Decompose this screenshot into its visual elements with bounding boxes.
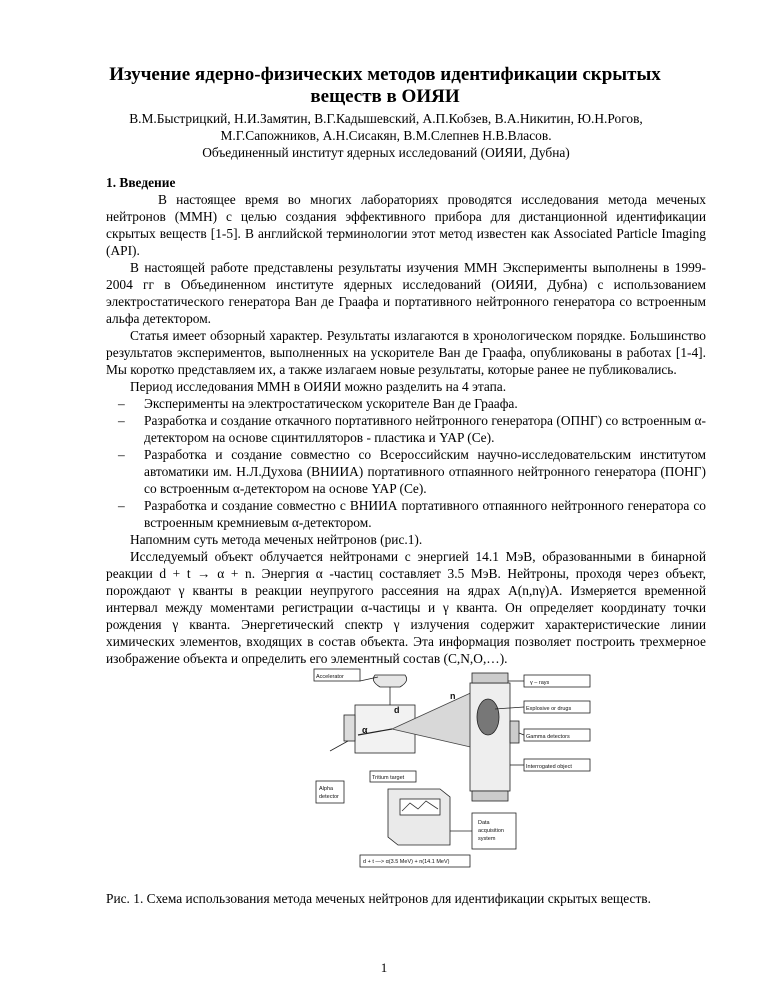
gamma-detector-top — [472, 673, 508, 683]
label-daq-1: Data — [478, 820, 490, 826]
label-reaction: d + t —> α(3.5 MeV) + n(14.1 MeV) — [363, 859, 450, 865]
paragraph-4: Период исследования ММН в ОИЯИ можно разделить на 4 этапа. — [130, 379, 507, 394]
label-alpha: α — [362, 725, 368, 735]
paragraph-6: Исследуемый объект облучается нейтронами с энергией 14.1 МэВ, образованными в бинарной реакции d + t → α + n. Энергия α -частиц составляет 3.5 МэВ. Нейтроны, проходя через объект, порождают γ кванты в реакции неупругого рассеяния на ядрах A(n,nγ)A. Измеряется временной интервал между моментами регистрации α-частицы и γ кванта. Он определяет координату точки рождения γ кванта. Энергетический спектр γ излучения содержит характеристические линии химических элементов, входящих в состав объекта. Эта информация позволяет построить трехмерное изображение объекта и определить его элементный состав (C,N,O,…). — [106, 549, 706, 666]
label-daq-3: system — [478, 836, 496, 842]
label-gamma-rays: γ – rays — [530, 680, 550, 686]
list-item: – Разработка и создание откачного портативного нейтронного генератора (ОПНГ) со встроенным α-детектором на основе сцинтилляторов - пластика и YAP (Ce). — [118, 413, 706, 445]
gamma-detector-bottom — [472, 791, 508, 801]
paper-title: Изучение ядерно-физических методов идентификации скрытых веществ в ОИЯИ — [109, 64, 661, 107]
paragraph-1: В настоящее время во многих лабораториях проводятся исследования метода меченых нейтронов (ММН) с целью создания эффективного прибора для дистанционной идентификации скрытых веществ [1-5]. В английской терминологии этот метод известен как Associated Particle Imaging (API). — [106, 192, 706, 258]
label-accelerator: Accelerator — [316, 674, 344, 680]
label-gamma-detectors: Gamma detectors — [526, 734, 570, 740]
stages-list — [106, 395, 706, 531]
affiliation: Объединенный институт ядерных исследований (ОИЯИ, Дубна) — [202, 145, 570, 160]
list-dash: – — [118, 498, 125, 513]
list-dash: – — [118, 447, 125, 462]
label-alpha-detector-1: Alpha — [319, 786, 334, 792]
label-explosive: Explosive or drugs — [526, 706, 572, 712]
tagged-neutron-method-diagram — [300, 663, 598, 873]
explosive-ellipse — [477, 699, 499, 735]
gamma-detector-side — [510, 721, 519, 743]
body-text — [106, 191, 706, 667]
list-dash: – — [118, 396, 125, 411]
list-dash: – — [118, 413, 125, 428]
label-n: n — [450, 691, 456, 701]
section-heading: 1. Введение — [106, 175, 176, 190]
paragraph-5: Напомним суть метода меченых нейтронов (рис.1). — [130, 532, 423, 547]
label-daq-2: acquisition — [478, 828, 504, 834]
alpha-detector-body — [344, 715, 355, 741]
accelerator-shape — [373, 675, 406, 687]
label-alpha-detector-2: detector — [319, 794, 339, 800]
label-interrogated-object: Interrogated object — [526, 764, 572, 770]
figure-caption: Рис. 1. Схема использования метода меченых нейтронов для идентификации скрытых веществ. — [106, 891, 651, 906]
electronics-crate — [388, 789, 450, 845]
page-number: 1 — [380, 960, 388, 975]
authors-line-2: М.Г.Сапожников, А.Н.Сисакян, В.М.Слепнев Н.В.Власов. — [220, 128, 552, 143]
list-item: – Разработка и создание совместно с ВНИИА портативного отпаянного нейтронного генератора со встроенным кремниевым α-детектором. — [118, 498, 706, 530]
paragraph-2: В настоящей работе представлены результаты изучения ММН Эксперименты выполнены в 1999-2004 гг в Объединенном институте ядерных исследований (ОИЯИ, Дубна) с использованием электростатического генератора Ван де Граафа и портативного нейтронного генератора со встроенным альфа детектором. — [106, 260, 706, 326]
authors-line-1: В.М.Быстрицкий, Н.И.Замятин, В.Г.Кадышевский, А.П.Кобзев, В.А.Никитин, Ю.Н.Рогов, — [129, 111, 643, 126]
paragraph-3: Статья имеет обзорный характер. Результаты излагаются в хронологическом порядке. Большинство результатов экспериментов, выполненных на ускорителе Ван де Граафа, опубликованы в работах [1-4]. Мы коротко представляем их, а также излагаем новые результаты, которые ранее не публиковались. — [106, 328, 706, 377]
label-d: d — [394, 705, 400, 715]
list-item: – Разработка и создание совместно со Всероссийским научно-исследовательским институтом автоматики им. Н.Л.Духова (ВНИИА) портативного отпаянного нейтронного генератора (ПОНГ) со встроенным α-детектором на основе YAP (Ce). — [118, 447, 706, 496]
list-item: – Эксперименты на электростатическом ускорителе Ван де Граафа. — [118, 396, 518, 411]
authors-block — [96, 110, 676, 161]
label-tritium-target: Tritium target — [372, 775, 405, 781]
